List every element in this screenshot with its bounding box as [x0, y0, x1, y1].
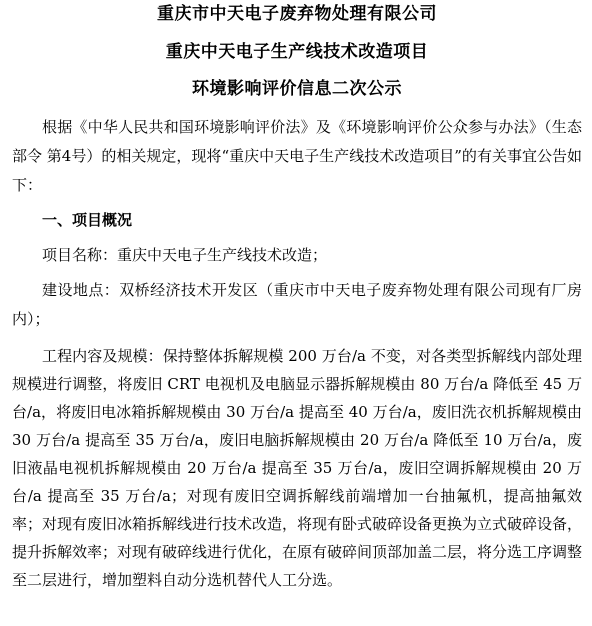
project-name-line: 项目名称：重庆中天电子生产线技术改造； [42, 246, 328, 264]
intro-paragraph: 根据《中华人民共和国环境影响评价法》及《环境影响评价公众参与办法》（生态部令 第4号）的相关规定，现将“重庆中天电子生产线技术改造项目”的有关事宜公告如下： [12, 118, 582, 194]
project-title: 重庆中天电子生产线技术改造项目 [165, 42, 429, 62]
company-title: 重庆市中天电子废弃物处理有限公司 [157, 4, 437, 24]
notice-title: 环境影响评价信息二次公示 [192, 79, 402, 99]
section-heading-project-overview: 一、项目概况 [42, 211, 133, 229]
construction-location-line: 建设地点：双桥经济技术开发区（重庆市中天电子废弃物处理有限公司现有厂房内）； [12, 281, 582, 328]
work-content-paragraph: 工程内容及规模：保持整体拆解规模 200 万台/a 不变，对各类型拆解线内部处理规模进行调整，将废旧 CRT 电视机及电脑显示器拆解规模由 80 万台/a 降低至 45 万台/a，将废旧电冰箱拆解规模由 30 万台/a 提高至 40 万台/a，废旧洗衣机拆解规模由 30 万台/a 提高至 35 万台/a，废旧电脑拆解规模由 20 万台/a 降低至 10 万台/a，废旧液晶电视机拆解规模由 20 万台/a 提高至 35 万台/a，废旧空调拆解规模由 20 万台/a 提高至 35 万台/a；对现有废旧空调拆解线前端增加一台抽氟机，提高抽氟效率；对现有废旧冰箱拆解线进行技术改造，将现有卧式破碎设备更换为立式破碎设备，提升拆解效率；对现有破碎线进行优化，在原有破碎间顶部加盖二层，将分选工序调整至二层进行，增加塑料自动分选机替代人工分选。 [12, 347, 583, 589]
